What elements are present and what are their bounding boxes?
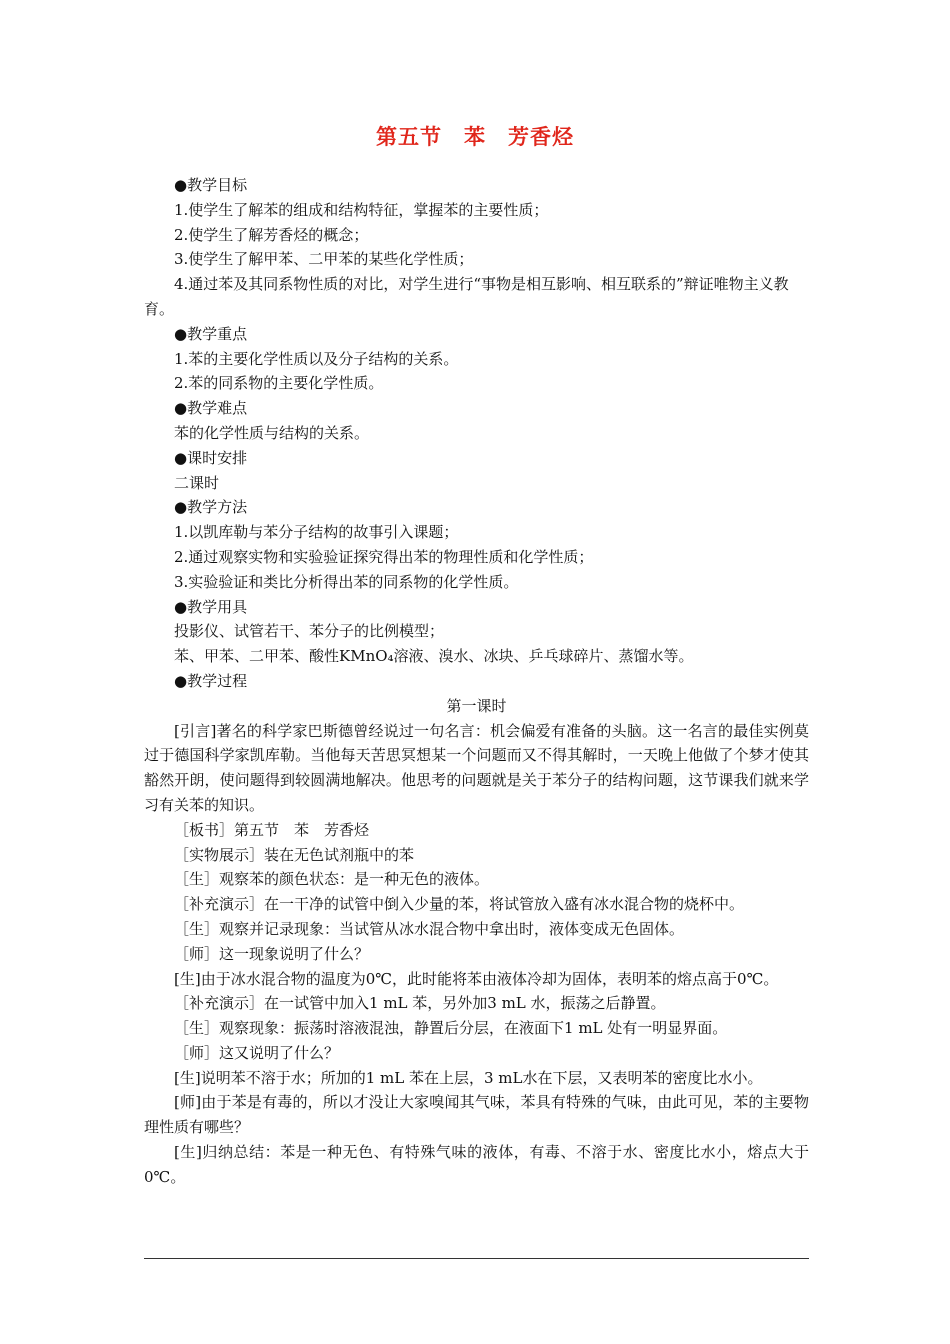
method-item: 3.实验验证和类比分析得出苯的同系物的化学性质。 <box>174 572 519 591</box>
process-paragraph: [生]归纳总结：苯是一种无色、有特殊气味的液体，有毒、不溶于水、密度比水小，熔点大于0℃。 <box>144 1143 809 1186</box>
section-heading-schedule: ●课时安排 <box>174 448 248 467</box>
process-paragraph: ［生］观察苯的颜色状态：是一种无色的液体。 <box>174 870 490 889</box>
process-paragraph: ［生］观察现象：振荡时溶液混浊，静置后分层，在液面下1 mL 处有一明显界面。 <box>174 1019 728 1038</box>
tool-item: 苯、甲苯、二甲苯、酸性KMnO₄溶液、溴水、冰块、乒乓球碎片、蒸馏水等。 <box>174 647 694 666</box>
section-heading-difficulties: ●教学难点 <box>174 399 248 418</box>
objective-item: 1.使学生了解苯的组成和结构特征，掌握苯的主要性质； <box>174 200 549 219</box>
page-title: 第五节 苯 芳香烃 <box>376 124 574 149</box>
process-paragraph: ［师］这一现象说明了什么？ <box>174 944 370 963</box>
section-heading-process: ●教学过程 <box>174 671 248 690</box>
tool-item: 投影仪、试管若干、苯分子的比例模型； <box>174 622 445 641</box>
process-paragraph: ［师］这又说明了什么？ <box>174 1043 340 1062</box>
process-paragraph: ［补充演示］在一干净的试管中倒入少量的苯，将试管放入盛有冰水混合物的烧杯中。 <box>174 895 745 914</box>
schedule-text: 二课时 <box>174 473 220 492</box>
process-paragraph: ［补充演示］在一试管中加入1 mL 苯，另外加3 mL 水，振荡之后静置。 <box>174 994 666 1013</box>
process-paragraph: ［生］观察并记录现象：当试管从冰水混合物中拿出时，液体变成无色固体。 <box>174 919 685 938</box>
document-body <box>144 173 809 1190</box>
method-item: 1.以凯库勒与苯分子结构的故事引入课题； <box>174 523 459 542</box>
process-paragraph: ［实物展示］装在无色试剂瓶中的苯 <box>174 845 415 864</box>
method-item: 2.通过观察实物和实验验证探究得出苯的物理性质和化学性质； <box>174 547 594 566</box>
lesson-title: 第一课时 <box>446 696 507 715</box>
difficulty-text: 苯的化学性质与结构的关系。 <box>174 423 370 442</box>
section-heading-methods: ●教学方法 <box>174 498 248 517</box>
section-heading-objectives: ●教学目标 <box>174 176 248 194</box>
objective-item: 3.使学生了解甲苯、二甲苯的某些化学性质； <box>174 250 474 269</box>
process-paragraph: ［板书］第五节 苯 芳香烃 <box>174 820 370 839</box>
process-paragraph: [生]由于冰水混合物的温度为0℃，此时能将苯由液体冷却为固体，表明苯的熔点高于0℃。 <box>174 969 779 988</box>
objective-item: 4.通过苯及其同系物性质的对比，对学生进行“事物是相互影响、相互联系的”辩证唯物主义教育。 <box>144 275 789 318</box>
key-point-item: 1.苯的主要化学性质以及分子结构的关系。 <box>174 349 459 368</box>
objective-item: 2.使学生了解芳香烃的概念； <box>174 225 369 244</box>
key-point-item: 2.苯的同系物的主要化学性质。 <box>174 374 384 393</box>
section-heading-key-points: ●教学重点 <box>174 324 248 343</box>
footer-divider <box>144 1258 809 1259</box>
section-heading-tools: ●教学用具 <box>174 597 248 616</box>
process-paragraph: [生]说明苯不溶于水；所加的1 mL 苯在上层，3 mL水在下层，又表明苯的密度比水小。 <box>174 1068 763 1087</box>
process-paragraph: [师]由于苯是有毒的，所以才没让大家嗅闻其气味，苯具有特殊的气味，由此可见，苯的主要物理性质有哪些？ <box>144 1093 809 1137</box>
process-paragraph: [引言]著名的科学家巴斯德曾经说过一句名言：机会偏爱有准备的头脑。这一名言的最佳实例莫过于德国科学家凯库勒。当他每天苦思冥想某一个问题而又不得其解时，一天晚上他做了个梦才使其豁然开朗，使问题得到较圆满地解决。他思考的问题就是关于苯分子的结构问题，这节课我们就来学习有关苯的知识。 <box>144 721 809 814</box>
